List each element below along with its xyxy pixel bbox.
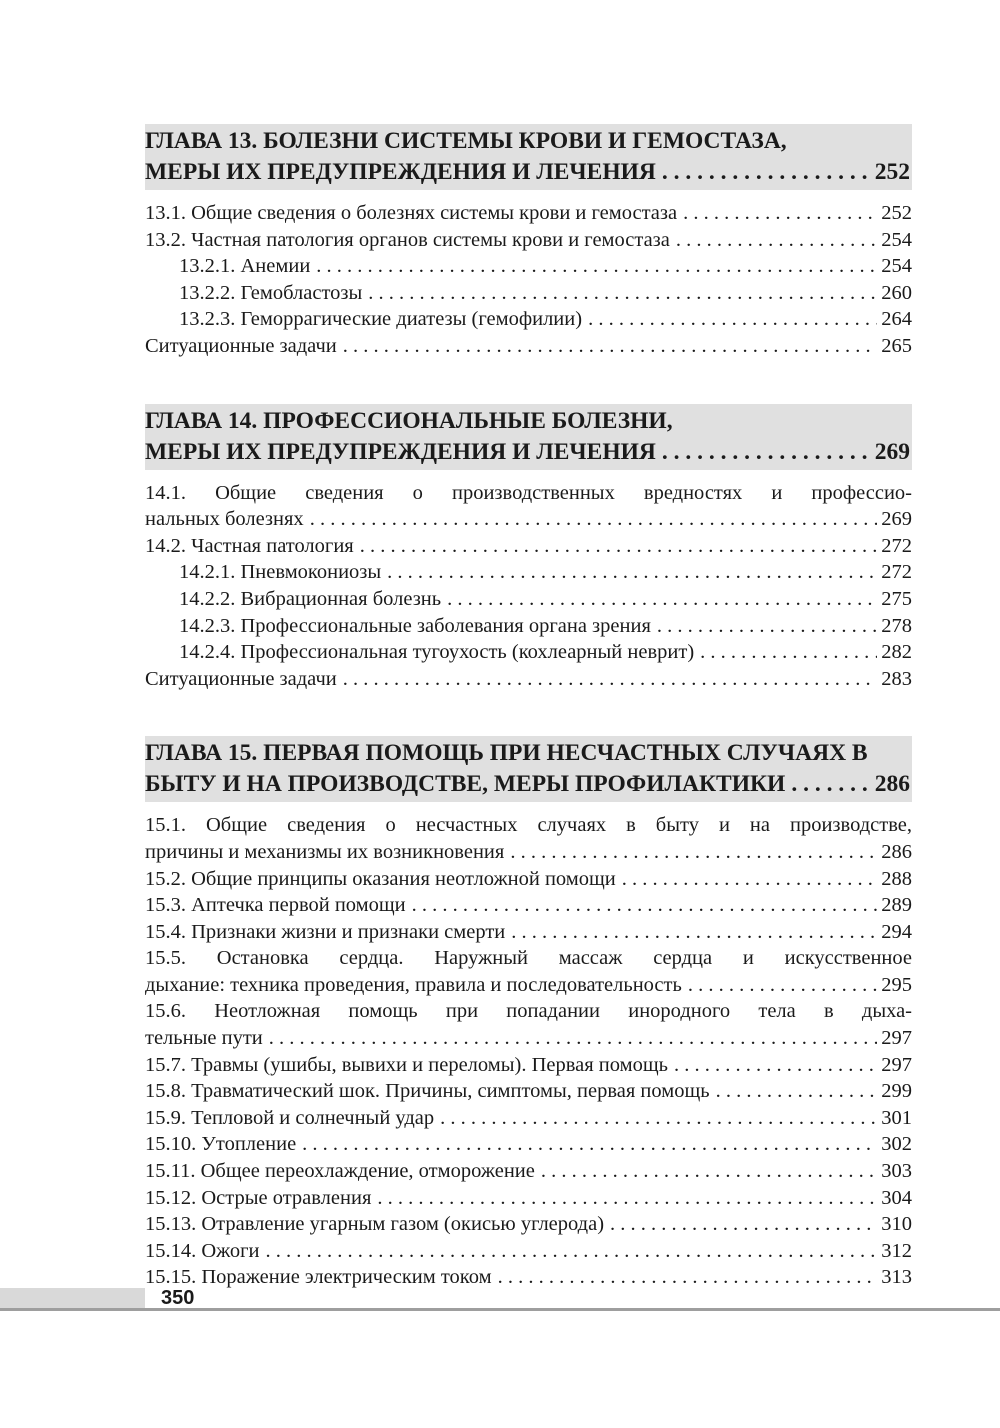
entry-title: 15.12. Острые отравления	[145, 1186, 372, 1209]
entry-page-number: 254	[881, 255, 912, 278]
chapter-13	[145, 124, 912, 360]
entry-title: 14.1. Общие сведения о производственных вредностях и профессио-	[145, 481, 912, 504]
chapter-title-line	[145, 769, 910, 800]
entry-title: 15.10. Утопление	[145, 1133, 297, 1156]
toc-entry	[145, 1264, 912, 1291]
leader-dots	[662, 437, 871, 468]
leader-dots	[269, 1025, 877, 1052]
toc-entry	[145, 1158, 912, 1185]
entry-title: причины и механизмы их возникновения	[145, 840, 505, 863]
entry-title: Ситуационные задачи	[145, 334, 337, 357]
chapter-page-number: 252	[874, 159, 910, 185]
entry-title: 15.15. Поражение электрическим током	[145, 1266, 492, 1289]
leader-dots	[360, 533, 878, 560]
leader-dots	[498, 1264, 878, 1291]
toc-entry	[145, 666, 912, 693]
entry-page-number: 295	[881, 973, 912, 996]
toc-subentry	[145, 586, 912, 613]
leader-dots	[662, 157, 871, 188]
chapter-title: МЕРЫ ИХ ПРЕДУПРЕЖДЕНИЯ И ЛЕЧЕНИЯ	[145, 438, 656, 465]
leader-dots	[688, 972, 877, 999]
entry-title: 13.1. Общие сведения о болезнях системы крови и гемостаза	[145, 202, 678, 224]
leader-dots	[316, 253, 877, 280]
leader-dots	[610, 1211, 877, 1238]
leader-dots	[387, 559, 877, 586]
leader-dots	[700, 639, 877, 666]
toc-entry	[145, 1211, 912, 1238]
entry-page-number: 260	[881, 281, 912, 304]
entry-page-number: 301	[881, 1106, 912, 1129]
leader-dots	[343, 666, 878, 693]
chapter-title: ГЛАВА 13. БОЛЕЗНИ СИСТЕМЫ КРОВИ И ГЕМОСТАЗА,	[145, 128, 787, 154]
leader-dots	[368, 280, 877, 307]
leader-dots	[674, 1052, 877, 1079]
entry-page-number: 283	[881, 667, 912, 690]
entry-title: 15.6. Неотложная помощь при попадании инородного тела в дыха-	[145, 1000, 912, 1023]
chapter-14	[145, 404, 912, 693]
entry-title: 13.2. Частная патология органов системы крови и гемостаза	[145, 228, 670, 251]
toc-entry	[145, 1025, 912, 1052]
entry-title: 15.14. Ожоги	[145, 1239, 260, 1262]
entry-page-number: 286	[881, 840, 912, 863]
table-of-contents	[145, 124, 912, 1335]
toc-entry	[145, 200, 912, 227]
footer-rule	[0, 1308, 1000, 1311]
entry-page-number: 297	[881, 1053, 912, 1076]
leader-dots	[343, 333, 878, 360]
entry-page-number: 272	[881, 561, 912, 584]
toc-subentry	[145, 280, 912, 307]
entry-title: 13.2.3. Геморрагические диатезы (гемофилии)	[179, 308, 583, 331]
entry-title: нальных болезнях	[145, 508, 304, 531]
chapter-title: ГЛАВА 15. ПЕРВАЯ ПОМОЩЬ ПРИ НЕСЧАСТНЫХ СЛУЧАЯХ В	[145, 740, 868, 767]
entry-page-number: 272	[881, 534, 912, 557]
chapter-title-line	[145, 157, 910, 188]
entry-page-number: 312	[881, 1239, 912, 1262]
leader-dots	[440, 1105, 877, 1132]
toc-entry	[145, 506, 912, 533]
toc-entry	[145, 1185, 912, 1212]
toc-subentry	[145, 559, 912, 586]
leader-dots	[302, 1131, 877, 1158]
chapter-header	[145, 124, 912, 190]
toc-entry	[145, 866, 912, 893]
toc-entry-line	[145, 480, 912, 507]
leader-dots	[510, 839, 877, 866]
toc-entry	[145, 1238, 912, 1265]
leader-dots	[622, 866, 877, 893]
entry-title: 14.2.4. Профессиональная тугоухость (кохлеарный неврит)	[179, 641, 695, 664]
toc-entry-line	[145, 998, 912, 1025]
chapter-title-line	[145, 738, 910, 769]
entry-title: 15.8. Травматический шок. Причины, симптомы, первая помощь	[145, 1080, 710, 1103]
entry-title: 15.3. Аптечка первой помощи	[145, 894, 406, 917]
entry-page-number: 313	[881, 1266, 912, 1289]
entry-title: 15.1. Общие сведения о несчастных случаях в быту и на производстве,	[145, 814, 912, 837]
toc-subentry	[145, 639, 912, 666]
leader-dots	[683, 200, 877, 227]
toc-entry	[145, 972, 912, 999]
toc-entry	[145, 1131, 912, 1158]
entry-page-number: 265	[881, 334, 912, 357]
entry-title: дыхание: техника проведения, правила и последовательность	[145, 973, 682, 996]
entry-page-number: 275	[881, 587, 912, 610]
leader-dots	[791, 769, 870, 800]
toc-entry-line	[145, 945, 912, 972]
leader-dots	[657, 613, 877, 640]
entry-page-number: 297	[881, 1027, 912, 1050]
chapter-title-line	[145, 437, 910, 468]
entry-page-number: 289	[881, 894, 912, 917]
entry-page-number: 299	[881, 1080, 912, 1103]
leader-dots	[265, 1238, 877, 1265]
toc-entry	[145, 333, 912, 360]
entry-title: 15.7. Травмы (ушибы, вывихи и переломы). Первая помощь	[145, 1053, 668, 1076]
entry-title: 14.2.3. Профессиональные заболевания органа зрения	[179, 614, 651, 637]
chapter-title-line	[145, 126, 910, 157]
toc-entry-line	[145, 812, 912, 839]
entry-page-number: 310	[881, 1213, 912, 1236]
entry-page-number: 304	[881, 1186, 912, 1209]
leader-dots	[310, 506, 878, 533]
toc-entry	[145, 839, 912, 866]
toc-entry	[145, 1052, 912, 1079]
entry-title: тельные пути	[145, 1027, 263, 1050]
entry-title: 14.2. Частная патология	[145, 534, 354, 557]
leader-dots	[541, 1158, 877, 1185]
entry-title: 15.2. Общие принципы оказания неотложной помощи	[145, 867, 616, 890]
leader-dots	[676, 227, 877, 254]
page-number: 350	[161, 1287, 195, 1309]
leader-dots	[377, 1185, 877, 1212]
toc-entry	[145, 1105, 912, 1132]
entry-page-number: 288	[881, 867, 912, 890]
chapter-title: МЕРЫ ИХ ПРЕДУПРЕЖДЕНИЯ И ЛЕЧЕНИЯ	[145, 159, 656, 185]
chapter-page-number: 269	[874, 438, 910, 465]
leader-dots	[412, 892, 878, 919]
toc-entry	[145, 919, 912, 946]
chapter-title: БЫТУ И НА ПРОИЗВОДСТВЕ, МЕРЫ ПРОФИЛАКТИКИ	[145, 771, 786, 798]
entry-title: 15.4. Признаки жизни и признаки смерти	[145, 920, 506, 943]
entry-title: 13.2.1. Анемии	[179, 255, 311, 278]
footer-bar	[0, 1288, 145, 1310]
leader-dots	[588, 306, 877, 333]
toc-subentry	[145, 613, 912, 640]
entry-page-number: 278	[881, 614, 912, 637]
chapter-15	[145, 736, 912, 1291]
toc-subentry	[145, 253, 912, 280]
entry-page-number: 252	[881, 202, 912, 224]
entry-title: 15.9. Тепловой и солнечный удар	[145, 1106, 435, 1129]
leader-dots	[716, 1078, 878, 1105]
entry-title: 15.11. Общее переохлаждение, отморожение	[145, 1160, 535, 1183]
leader-dots	[447, 586, 877, 613]
toc-entry	[145, 892, 912, 919]
entry-page-number: 264	[881, 308, 912, 331]
chapter-title: ГЛАВА 14. ПРОФЕССИОНАЛЬНЫЕ БОЛЕЗНИ,	[145, 407, 673, 434]
chapter-page-number: 286	[874, 771, 910, 798]
entry-title: 15.5. Остановка сердца. Наружный массаж сердца и искусственное	[145, 947, 912, 970]
entry-title: 14.2.1. Пневмокониозы	[179, 561, 382, 584]
toc-entry	[145, 533, 912, 560]
toc-subentry	[145, 306, 912, 333]
chapter-header	[145, 736, 912, 802]
entry-page-number: 254	[881, 228, 912, 251]
toc-entry	[145, 1078, 912, 1105]
entry-page-number: 269	[881, 508, 912, 531]
entry-title: 15.13. Отравление угарным газом (окисью углерода)	[145, 1213, 605, 1236]
entry-page-number: 282	[881, 641, 912, 664]
entry-page-number: 294	[881, 920, 912, 943]
chapter-header	[145, 404, 912, 470]
entry-title: 13.2.2. Гемобластозы	[179, 281, 363, 304]
leader-dots	[511, 919, 877, 946]
entry-title: 14.2.2. Вибрационная болезнь	[179, 587, 442, 610]
entry-page-number: 303	[881, 1160, 912, 1183]
entry-title: Ситуационные задачи	[145, 667, 337, 690]
entry-page-number: 302	[881, 1133, 912, 1156]
chapter-title-line	[145, 406, 910, 437]
toc-entry	[145, 227, 912, 254]
